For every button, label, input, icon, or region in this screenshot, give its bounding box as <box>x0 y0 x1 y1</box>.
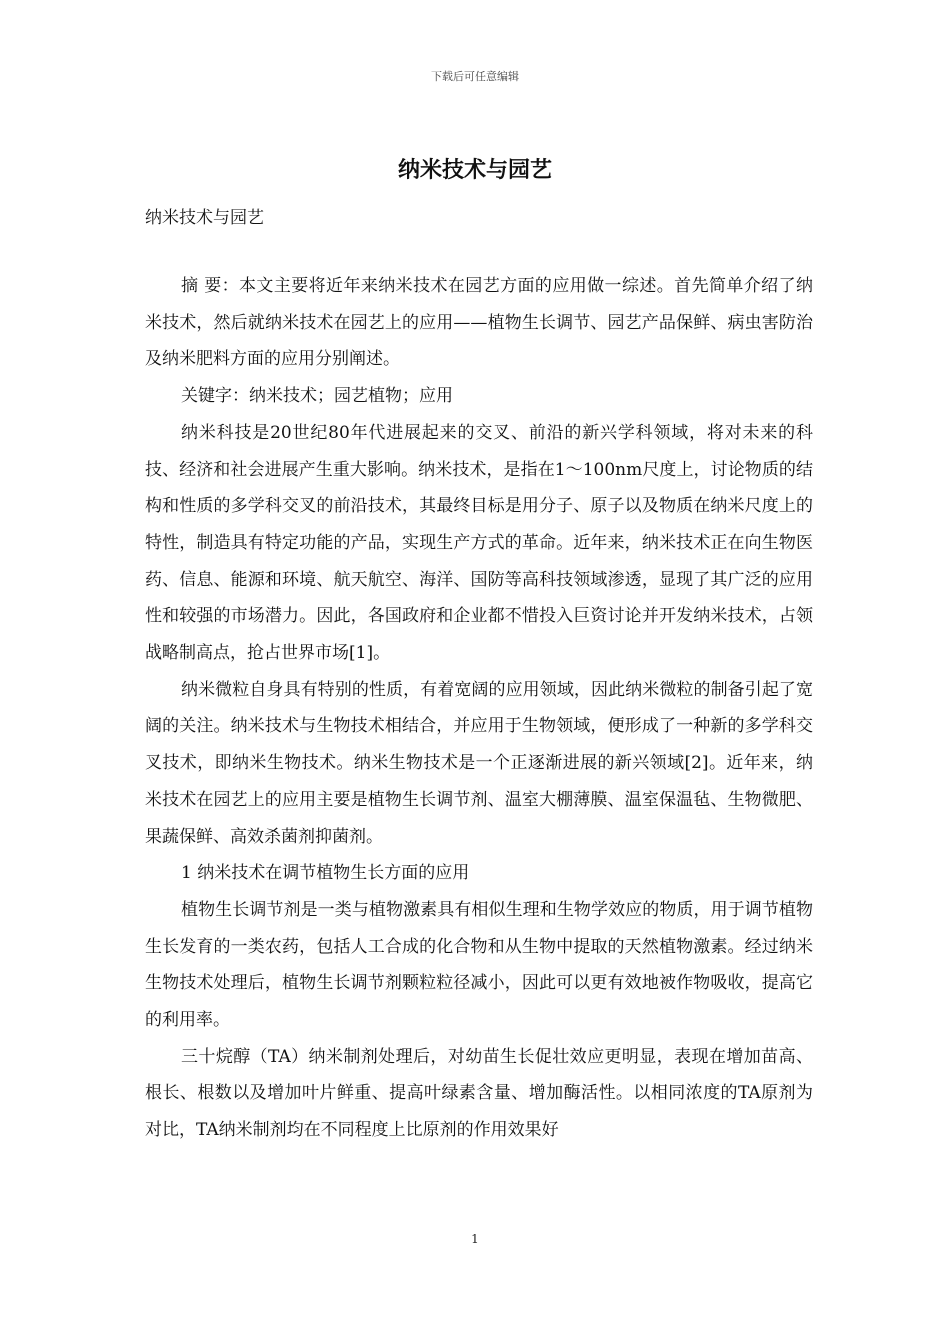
body-paragraph: 纳米科技是20世纪80年代进展起来的交叉、前沿的新兴学科领域，将对未来的科技、经济和社会进展产生重大影响。纳米技术，是指在1～100nm尺度上，讨论物质的结构和性质的多学科交叉的前沿技术，其最终目标是用分子、原子以及物质在纳米尺度上的特性，制造具有特定功能的产品，实现生产方式的革命。近年来，纳米技术正在向生物医药、信息、能源和环境、航天航空、海洋、国防等高科技领域渗透，显现了其广泛的应用性和较强的市场潜力。因此，各国政府和企业都不惜投入巨资讨论并开发纳米技术，占领战略制高点，抢占世界市场[1]。 <box>145 422 813 664</box>
document-subtitle: 纳米技术与园艺 <box>145 208 264 228</box>
keywords-paragraph: 关键字：纳米技术；园艺植物；应用 <box>181 386 453 407</box>
section-heading: 1 纳米技术在调节植物生长方面的应用 <box>181 863 470 884</box>
body-paragraph: 植物生长调节剂是一类与植物激素具有相似生理和生物学效应的物质，用于调节植物生长发育的一类农药，包括人工合成的化合物和从生物中提取的天然植物激素。经过纳米生物技术处理后，植物生长调节剂颗粒粒径减小，因此可以更有效地被作物吸收，提高它的利用率。 <box>145 899 813 1031</box>
body-paragraph: 纳米微粒自身具有特别的性质，有着宽阔的应用领域，因此纳米微粒的制备引起了宽阔的关注。纳米技术与生物技术相结合，并应用于生物领域，便形成了一种新的多学科交叉技术，即纳米生物技术。纳米生物技术是一个正逐渐进展的新兴领域[2]。近年来，纳米技术在园艺上的应用主要是植物生长调节剂、温室大棚薄膜、温室保温毡、生物微肥、果蔬保鲜、高效杀菌剂抑菌剂。 <box>145 679 813 847</box>
page-number: 1 <box>471 1232 479 1246</box>
abstract-paragraph: 摘 要：本文主要将近年来纳米技术在园艺方面的应用做一综述。首先简单介绍了纳米技术，然后就纳米技术在园艺上的应用——植物生长调节、园艺产品保鲜、病虫害防治及纳米肥料方面的应用分别阐述。 <box>145 276 813 370</box>
document-title: 纳米技术与园艺 <box>397 158 552 183</box>
header-note: 下载后可任意编辑 <box>431 70 519 83</box>
body-paragraph: 三十烷醇（TA）纳米制剂处理后，对幼苗生长促壮效应更明显，表现在增加苗高、根长、根数以及增加叶片鲜重、提高叶绿素含量、增加酶活性。以相同浓度的TA原剂为对比，TA纳米制剂均在不同程度上比原剂的作用效果好 <box>145 1046 813 1141</box>
document-body <box>145 268 813 1149</box>
